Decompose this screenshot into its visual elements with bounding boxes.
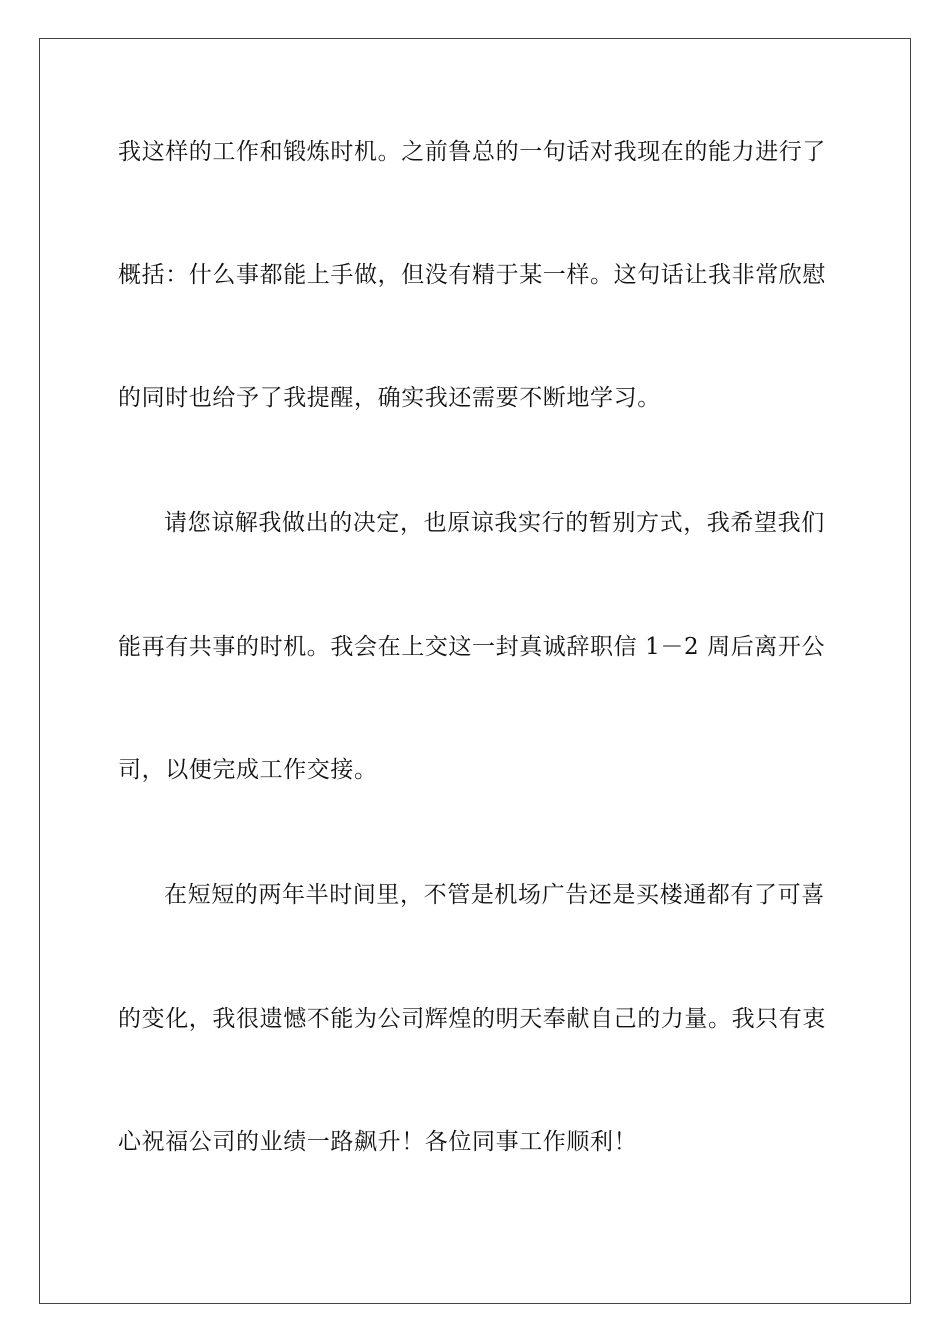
- paragraph-first-line: 请您谅解我做出的决定，也原谅我实行的暂别方式，我希望我们: [164, 510, 825, 536]
- body-text-line: 我这样的工作和锻炼时机。之前鲁总的一句话对我现在的能力进行了: [118, 139, 826, 165]
- body-text-line: 概括：什么事都能上手做，但没有精于某一样。这句话让我非常欣慰: [118, 262, 826, 288]
- body-text-line: 的同时也给予了我提醒，确实我还需要不断地学习。: [118, 385, 661, 411]
- body-text-line: 心祝福公司的业绩一路飙升！各位同事工作顺利！: [118, 1129, 638, 1155]
- paragraph-first-line: 在短短的两年半时间里，不管是机场广告还是买楼通都有了可喜: [164, 882, 825, 908]
- body-text-line: 司，以便完成工作交接。: [118, 757, 378, 783]
- body-text-line: 的变化，我很遗憾不能为公司辉煌的明天奉献自己的力量。我只有衷: [118, 1006, 826, 1032]
- body-text-line: 能再有共事的时机。我会在上交这一封真诚辞职信 1－2 周后离开公: [118, 634, 826, 660]
- page-frame: [39, 38, 911, 1304]
